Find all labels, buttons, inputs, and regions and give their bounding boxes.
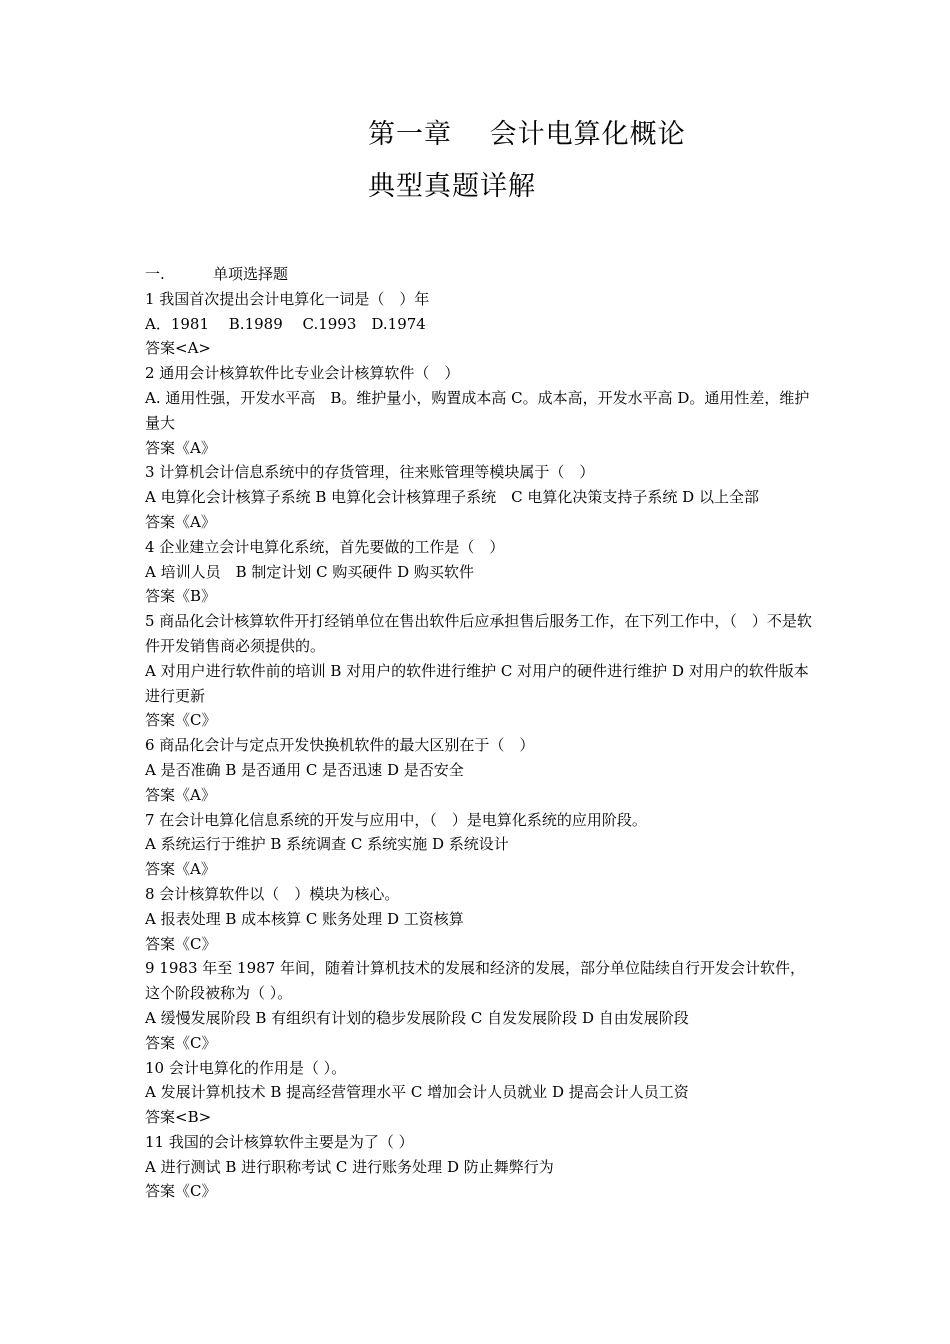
- question-options: A 是否准确 B 是否通用 C 是否迅速 D 是否安全: [145, 760, 464, 779]
- question-5: [145, 609, 813, 733]
- question-stem: 9 1983 年至 1987 年间，随着计算机技术的发展和经济的发展，部分单位陆续自行开发会计软件，这个阶段被称为（ ）。: [145, 959, 805, 1003]
- question-stem: 11 我国的会计核算软件主要是为了（ ）: [145, 1132, 414, 1151]
- question-stem: 7 在会计电算化信息系统的开发与应用中，（ ）是电算化系统的应用阶段。: [145, 810, 647, 829]
- question-1: [145, 287, 813, 361]
- question-stem: 8 会计核算软件以（ ）模块为核心。: [145, 884, 400, 903]
- question-stem: 5 商品化会计核算软件开打经销单位在售出软件后应承担售后服务工作，在下列工作中，（ ）不是软件开发销售商必须提供的。: [145, 612, 812, 655]
- section-label: 单项选择题: [213, 265, 289, 283]
- question-2: [145, 361, 813, 460]
- section-heading: [145, 262, 813, 287]
- question-answer: 答案《C》: [145, 1033, 217, 1052]
- question-answer: 答案《B》: [145, 587, 217, 606]
- question-answer: 答案《C》: [145, 1182, 217, 1201]
- question-11: [145, 1130, 813, 1204]
- chapter-title: 第一章 会计电算化概论: [368, 119, 686, 150]
- question-answer: 答案《A》: [145, 438, 216, 457]
- document-body: [145, 262, 813, 1204]
- question-options: A 系统运行于维护 B 系统调查 C 系统实施 D 系统设计: [145, 835, 509, 854]
- question-answer: 答案《A》: [145, 512, 216, 531]
- question-6: [145, 733, 813, 807]
- question-stem: 2 通用会计核算软件比专业会计核算软件（ ）: [145, 364, 460, 383]
- question-answer: 答案<A>: [145, 339, 211, 358]
- question-options: A．1981 B.1989 C.1993 D.1974: [145, 314, 426, 333]
- question-options: A 发展计算机技术 B 提高经营管理水平 C 增加会计人员就业 D 提高会计人员工资: [145, 1083, 689, 1102]
- question-answer: 答案<B>: [145, 1108, 212, 1127]
- question-options: A 培训人员 B 制定计划 C 购买硬件 D 购买软件: [145, 562, 474, 581]
- question-3: [145, 460, 813, 534]
- question-9: [145, 956, 813, 1055]
- question-options: A 缓慢发展阶段 B 有组织有计划的稳步发展阶段 C 自发发展阶段 D 自由发展阶段: [145, 1008, 689, 1027]
- section-number: 一.: [145, 265, 165, 283]
- question-10: [145, 1056, 813, 1130]
- question-answer: 答案《A》: [145, 785, 216, 804]
- question-options: A 进行测试 B 进行职称考试 C 进行账务处理 D 防止舞弊行为: [145, 1157, 554, 1176]
- question-options: A. 通用性强，开发水平高 B。维护量小，购置成本高 C。成本高，开发水平高 D。通用性差，维护量大: [145, 388, 810, 432]
- question-stem: 3 计算机会计信息系统中的存货管理，往来账管理等模块属于（ ）: [145, 463, 595, 482]
- question-stem: 10 会计电算化的作用是（ ）。: [145, 1058, 347, 1077]
- question-answer: 答案《C》: [145, 711, 217, 730]
- question-stem: 4 企业建立会计电算化系统，首先要做的工作是（ ）: [145, 537, 505, 556]
- question-answer: 答案《A》: [145, 860, 216, 879]
- question-options: A 对用户进行软件前的培训 B 对用户的软件进行维护 C 对用户的硬件进行维护 D 对用户的软件版本进行更新: [145, 661, 809, 705]
- question-options: A 电算化会计核算子系统 B 电算化会计核算理子系统 C 电算化决策支持子系统 D 以上全部: [145, 488, 759, 507]
- question-stem: 6 商品化会计与定点开发快换机软件的最大区别在于（ ）: [145, 736, 535, 755]
- question-4: [145, 535, 813, 609]
- question-stem: 1 我国首次提出会计电算化一词是（ ）年: [145, 289, 430, 308]
- question-answer: 答案《C》: [145, 934, 217, 953]
- question-options: A 报表处理 B 成本核算 C 账务处理 D 工资核算: [145, 909, 464, 928]
- chapter-subtitle: 典型真题详解: [368, 171, 536, 202]
- question-7: [145, 808, 813, 882]
- question-8: [145, 882, 813, 956]
